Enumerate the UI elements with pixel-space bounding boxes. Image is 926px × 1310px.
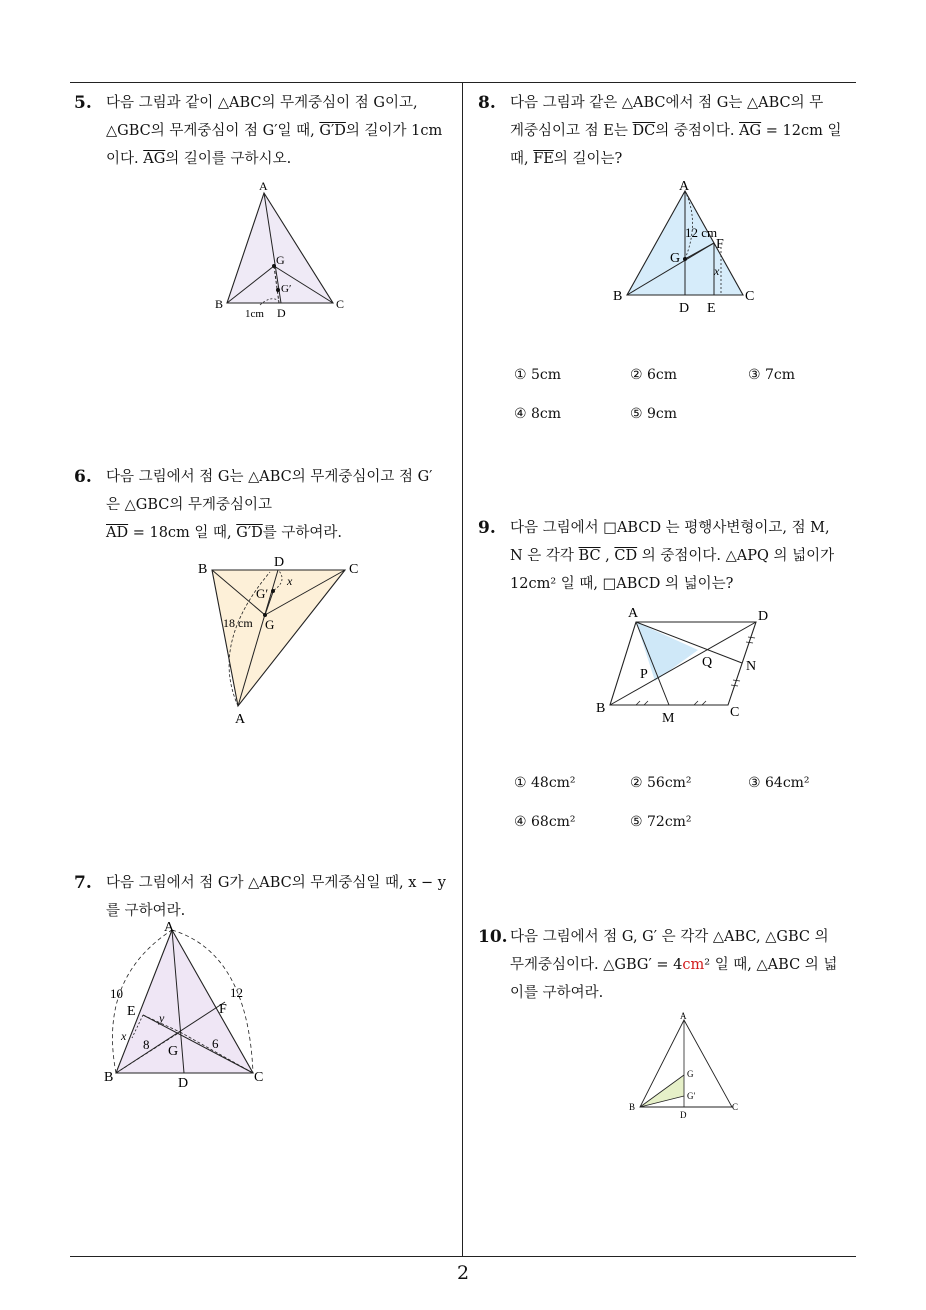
figure-q9-parallelogram: [590, 600, 780, 725]
label-a: A: [679, 179, 690, 194]
label-p: P: [640, 667, 648, 682]
column-divider: [462, 82, 463, 1257]
label-e: E: [127, 1004, 136, 1019]
question-number: 6.: [74, 467, 92, 487]
label-d: D: [274, 555, 285, 570]
figure-q5-triangle: [205, 175, 355, 320]
label-b: B: [198, 562, 208, 577]
q8-choice-5[interactable]: ⑤ 9cm: [630, 406, 678, 422]
label-a: A: [680, 1011, 687, 1021]
label-c: C: [732, 1102, 739, 1112]
q8-choice-1[interactable]: ① 5cm: [514, 367, 562, 383]
figure-q8-triangle: [605, 177, 765, 317]
label-6: 6: [212, 1036, 219, 1051]
label-12: 12: [230, 985, 243, 1000]
q9-choice-3[interactable]: ③ 64cm²: [748, 775, 810, 791]
question-number: 10.: [478, 927, 508, 947]
question-number: 9.: [478, 518, 496, 538]
label-length: 12 cm: [685, 225, 718, 240]
question-text: 다음 그림에서 점 G는 △ABC의 무게중심이고 점 G′ 은 △GBC의 무게중심이고 $\overline{AD} = 18cm$ 일 때, G′D를 구하여라.: [106, 469, 433, 541]
question-number: 5.: [74, 93, 92, 113]
label-a: A: [259, 179, 268, 193]
label-length: 1cm: [245, 308, 264, 320]
label-g: G: [168, 1044, 179, 1059]
figure-q6-triangle: [190, 553, 375, 728]
label-g: G: [687, 1069, 694, 1079]
question-text: 다음 그림에서 점 G가 △ABC의 무게중심일 때, x − y 를 구하여라.: [106, 875, 446, 919]
label-c: C: [745, 289, 755, 304]
label-b: B: [629, 1102, 636, 1112]
label-length: 18 cm: [223, 616, 253, 630]
label-g-prime: G′: [256, 586, 269, 601]
label-m: M: [662, 711, 675, 725]
label-q: Q: [702, 655, 713, 670]
label-c: C: [254, 1070, 264, 1085]
bottom-rule: [70, 1256, 856, 1257]
label-y: y: [159, 1011, 165, 1025]
q9-choice-2[interactable]: ② 56cm²: [630, 775, 692, 791]
figure-q7-triangle: [98, 918, 278, 1093]
question-text: 다음 그림에서 점 G, G′ 은 각각 △ABC, △GBC 의 무게중심이다. △GBG′ = 4cm² 일 때, △ABC 의 넓 이를 구하여라.: [510, 929, 838, 1001]
label-d: D: [178, 1076, 189, 1091]
question-text: 다음 그림과 같이 △ABC의 무게중심이 점 G이고, △GBC의 무게중심이 점 G′일 때, G′D의 길이가 1cm 이다. $\overline{AG}$의 길이를 구하시오.: [106, 95, 443, 167]
label-g-prime: G′: [687, 1091, 696, 1101]
label-d: D: [679, 301, 690, 316]
label-a: A: [235, 712, 246, 727]
top-rule: [70, 82, 856, 83]
label-g-prime: G′: [281, 283, 292, 295]
label-x: x: [121, 1029, 127, 1043]
q9-choice-5[interactable]: ⑤ 72cm²: [630, 814, 692, 830]
label-g: G: [276, 253, 285, 267]
q9-choice-4[interactable]: ④ 68cm²: [514, 814, 576, 830]
label-n: N: [746, 659, 757, 674]
label-e: E: [707, 301, 716, 316]
label-d: D: [758, 609, 769, 624]
label-10: 10: [110, 986, 123, 1001]
label-c: C: [336, 297, 345, 311]
label-f: F: [219, 1002, 227, 1017]
question-text: 다음 그림에서 □ABCD 는 평행사변형이고, 점 M, N 은 각각 $\overline{BC}$ , $\overline{CD}$ 의 중점이다. △APQ 의 넓이가 12cm² 일 때, □ABCD 의 넓이는?: [510, 520, 835, 592]
question-text: 다음 그림과 같은 △ABC에서 점 G는 △ABC의 무 게중심이고 점 E는 $\overline{DC}$의 중점이다. $\overline{AG} = 12cm$ 일 때, $\overline{FE}$의 길이는?: [510, 95, 842, 167]
label-a: A: [628, 606, 639, 621]
label-c: C: [349, 562, 359, 577]
q8-choice-2[interactable]: ② 6cm: [630, 367, 678, 383]
label-x: x: [287, 574, 293, 588]
label-d: D: [680, 1110, 687, 1120]
label-8: 8: [143, 1037, 150, 1052]
label-c: C: [730, 705, 740, 720]
label-d: D: [277, 306, 286, 320]
label-f: F: [716, 237, 724, 252]
question-number: 8.: [478, 93, 496, 113]
label-a: A: [164, 920, 175, 935]
q8-choice-3[interactable]: ③ 7cm: [748, 367, 796, 383]
q8-choice-4[interactable]: ④ 8cm: [514, 406, 562, 422]
question-number: 7.: [74, 873, 92, 893]
q9-choice-1[interactable]: ① 48cm²: [514, 775, 576, 791]
label-b: B: [596, 701, 606, 716]
page-number: 2: [456, 1262, 470, 1284]
label-g: G: [265, 617, 275, 632]
label-x: x: [714, 264, 720, 278]
label-g: G: [670, 251, 681, 266]
label-b: B: [215, 297, 224, 311]
figure-q10-triangle: [622, 1010, 747, 1120]
label-b: B: [104, 1070, 114, 1085]
label-b: B: [613, 289, 623, 304]
